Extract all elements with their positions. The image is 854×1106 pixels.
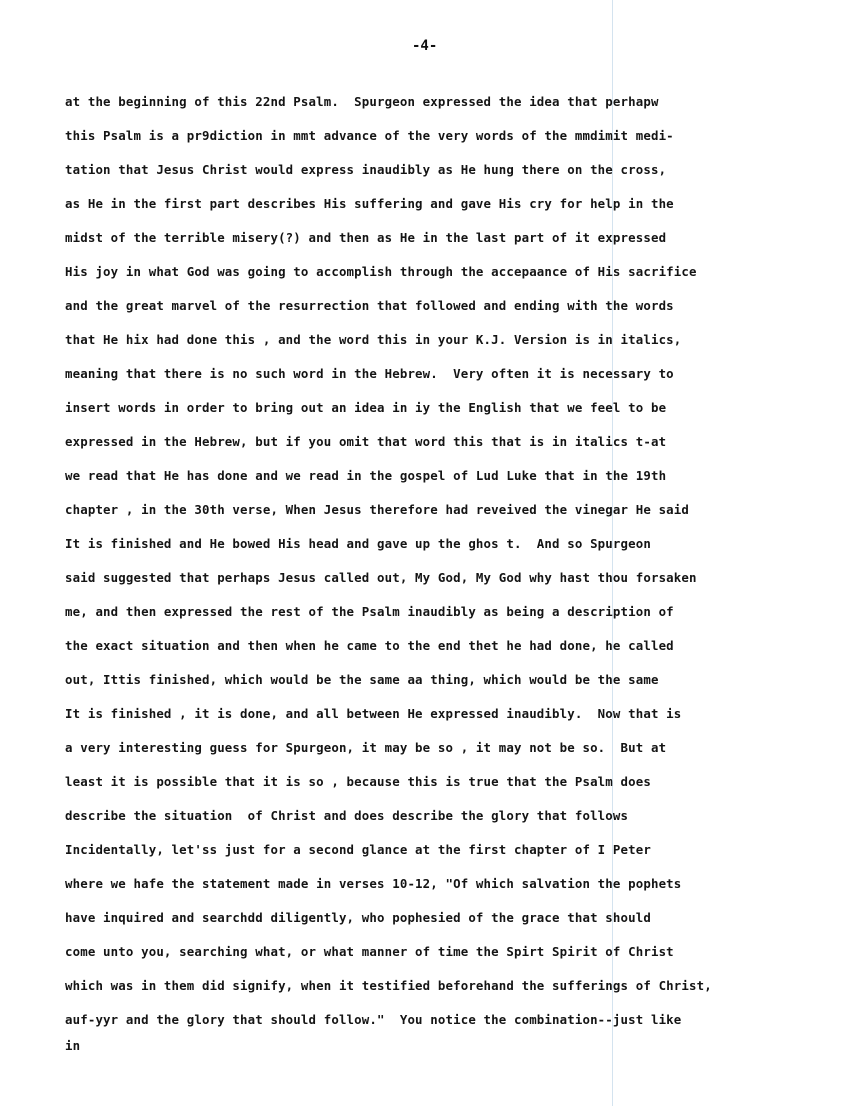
text-line: and the great marvel of the resurrection that followed and ending with the words	[65, 298, 674, 313]
text-line: said suggested that perhaps Jesus called out, My God, My God why hast thou forsaken	[65, 570, 697, 585]
page-number: -4-	[412, 38, 438, 54]
text-line: tation that Jesus Christ would express inaudibly as He hung there on the cross,	[65, 162, 667, 177]
text-line: in	[65, 1038, 81, 1053]
text-line: at the beginning of this 22nd Psalm. Spurgeon expressed the idea that perhapw	[65, 94, 659, 109]
text-line: the exact situation and then when he came to the end thet he had done, he called	[65, 638, 674, 653]
text-line: which was in them did signify, when it testified beforehand the sufferings of Christ,	[65, 978, 712, 993]
text-line: chapter , in the 30th verse, When Jesus therefore had reveived the vinegar He said	[65, 502, 690, 517]
text-line: this Psalm is a pr9diction in mmt advance of the very words of the mmdimit medi-	[65, 128, 674, 143]
text-line: have inquired and searchdd diligently, who pophesied of the grace that should	[65, 910, 651, 925]
text-line: expressed in the Hebrew, but if you omit that word this that is in italics t-at	[65, 434, 667, 449]
text-line: come unto you, searching what, or what manner of time the Spirt Spirit of Christ	[65, 944, 674, 959]
text-line: me, and then expressed the rest of the Psalm inaudibly as being a description of	[65, 604, 674, 619]
text-line: meaning that there is no such word in the Hebrew. Very often it is necessary to	[65, 366, 674, 381]
text-line: least it is possible that it is so , because this is true that the Psalm does	[65, 774, 651, 789]
text-line: auf-yyr and the glory that should follow." You notice the combination--just like	[65, 1012, 682, 1027]
text-line: that He hix had done this , and the word this in your K.J. Version is in italics,	[65, 332, 682, 347]
text-line: we read that He has done and we read in the gospel of Lud Luke that in the 19th	[65, 468, 667, 483]
text-line: It is finished , it is done, and all between He expressed inaudibly. Now that is	[65, 706, 682, 721]
text-line: a very interesting guess for Spurgeon, it may be so , it may not be so. But at	[65, 740, 667, 755]
text-line: describe the situation of Christ and does describe the glory that follows	[65, 808, 629, 823]
text-line: His joy in what God was going to accomplish through the accepaance of His sacrifice	[65, 264, 697, 279]
text-line: It is finished and He bowed His head and gave up the ghos t. And so Spurgeon	[65, 536, 651, 551]
text-line: Incidentally, let'ss just for a second glance at the first chapter of I Peter	[65, 842, 651, 857]
text-line: as He in the first part describes His suffering and gave His cry for help in the	[65, 196, 674, 211]
text-line: out, Ittis finished, which would be the same aa thing, which would be the same	[65, 672, 659, 687]
text-line: midst of the terrible misery(?) and then as He in the last part of it expressed	[65, 230, 667, 245]
text-line: insert words in order to bring out an idea in iy the English that we feel to be	[65, 400, 667, 415]
text-line: where we hafe the statement made in verses 10-12, "Of which salvation the pophets	[65, 876, 682, 891]
